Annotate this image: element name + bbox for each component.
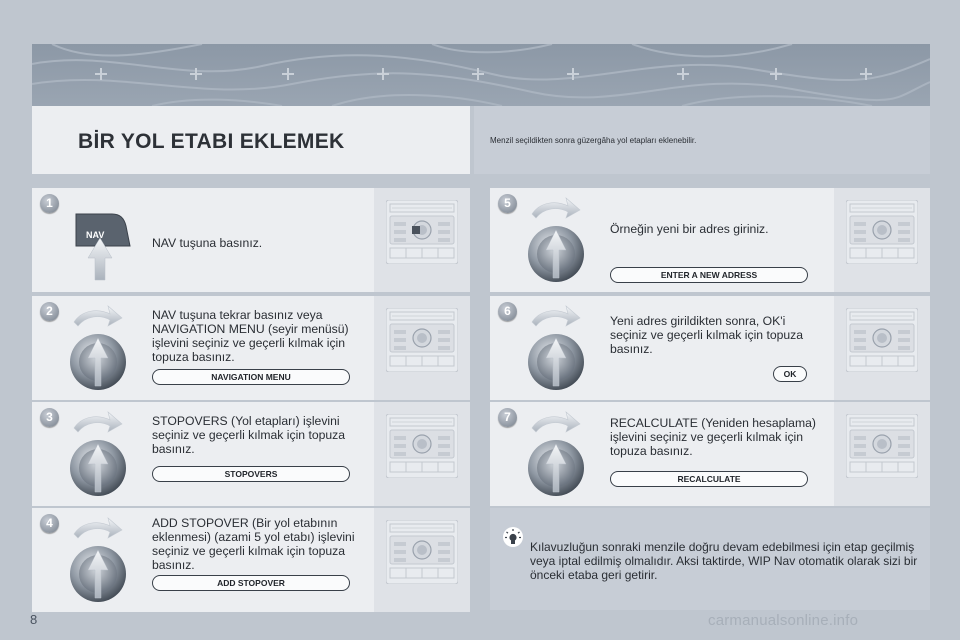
page-title: BİR YOL ETABI EKLEMEK: [78, 130, 345, 153]
radio-icon: [386, 414, 458, 478]
topographic-pattern: [32, 44, 930, 106]
knob-icon: [68, 516, 138, 606]
step-text: ADD STOPOVER (Bir yol etabının eklenmesi) (azami 5 yol etabı) işlevini seçiniz ve geçerli kılmak için topuza basınız.: [152, 516, 355, 572]
step-number: 1: [40, 194, 59, 213]
step-4: [32, 508, 470, 612]
radio-unit-image: [374, 296, 470, 400]
step-7: [490, 402, 930, 506]
page-number: 8: [30, 612, 38, 627]
step-number: 6: [498, 302, 517, 321]
radio-icon: [846, 414, 918, 478]
lightbulb-icon: [502, 526, 524, 548]
radio-unit-image: [374, 188, 470, 292]
menu-button-navigation: NAVIGATION MENU: [152, 369, 350, 385]
radio-icon: [386, 520, 458, 584]
knob-icon: [526, 196, 596, 286]
step-6: [490, 296, 930, 400]
nav-key-label: NAV: [86, 230, 105, 240]
step-number: 2: [40, 302, 59, 321]
step-text: NAV tuşuna tekrar basınız veya NAVIGATION MENU (seyir menüsü) işlevini seçiniz ve geçerli kılmak için topuza basınız.: [152, 308, 349, 364]
step-text: Örneğin yeni bir adres giriniz.: [610, 222, 769, 236]
header-banner: [32, 44, 930, 106]
title-panel: [32, 106, 470, 174]
radio-icon: [846, 200, 918, 264]
radio-unit-image: [374, 402, 470, 506]
step-text: NAV tuşuna basınız.: [152, 236, 263, 250]
step-text: STOPOVERS (Yol etapları) işlevini seçiniz ve geçerli kılmak için topuza basınız.: [152, 414, 346, 456]
radio-unit-image: [374, 508, 470, 612]
step-text: Yeni adres girildikten sonra, OK'i seçiniz ve geçerli kılmak için topuza basınız.: [610, 314, 804, 356]
radio-unit-image: [834, 188, 930, 292]
step-number: 4: [40, 514, 59, 533]
knob-icon: [68, 304, 138, 394]
tip-text: Kılavuzluğun sonraki menzile doğru devam edebilmesi için etap geçilmiş veya iptal edilmiş olmalıdır. Aksi taktirde, WIP Nav otomatik olarak sizi bir önceki etaba geri getirir.: [530, 540, 918, 582]
step-5: [490, 188, 930, 292]
knob-icon: [526, 410, 596, 500]
menu-button-stopovers: STOPOVERS: [152, 466, 350, 482]
menu-button-enter-new-address: ENTER A NEW ADRESS: [610, 267, 808, 283]
step-3: [32, 402, 470, 506]
knob-icon: [526, 304, 596, 394]
radio-icon: [846, 308, 918, 372]
radio-unit-image: [834, 296, 930, 400]
step-number: 7: [498, 408, 517, 427]
menu-button-add-stopover: ADD STOPOVER: [152, 575, 350, 591]
step-number: 3: [40, 408, 59, 427]
nav-button-icon: [68, 196, 138, 286]
step-number: 5: [498, 194, 517, 213]
page-subtitle: Menzil seçildikten sonra güzergâha yol etapları eklenebilir.: [490, 136, 697, 145]
step-1: [32, 188, 470, 292]
knob-icon: [68, 410, 138, 500]
menu-button-ok: OK: [773, 366, 807, 382]
step-text: RECALCULATE (Yeniden hesaplama) işlevini seçiniz ve geçerli kılmak için topuza basınız.: [610, 416, 816, 458]
tip-panel: [490, 508, 930, 610]
subtitle-panel: [474, 106, 930, 174]
radio-icon: [386, 308, 458, 372]
radio-icon: [386, 200, 458, 264]
step-2: [32, 296, 470, 400]
menu-button-recalculate: RECALCULATE: [610, 471, 808, 487]
watermark: carmanualsonline.info: [708, 612, 859, 629]
radio-unit-image: [834, 402, 930, 506]
